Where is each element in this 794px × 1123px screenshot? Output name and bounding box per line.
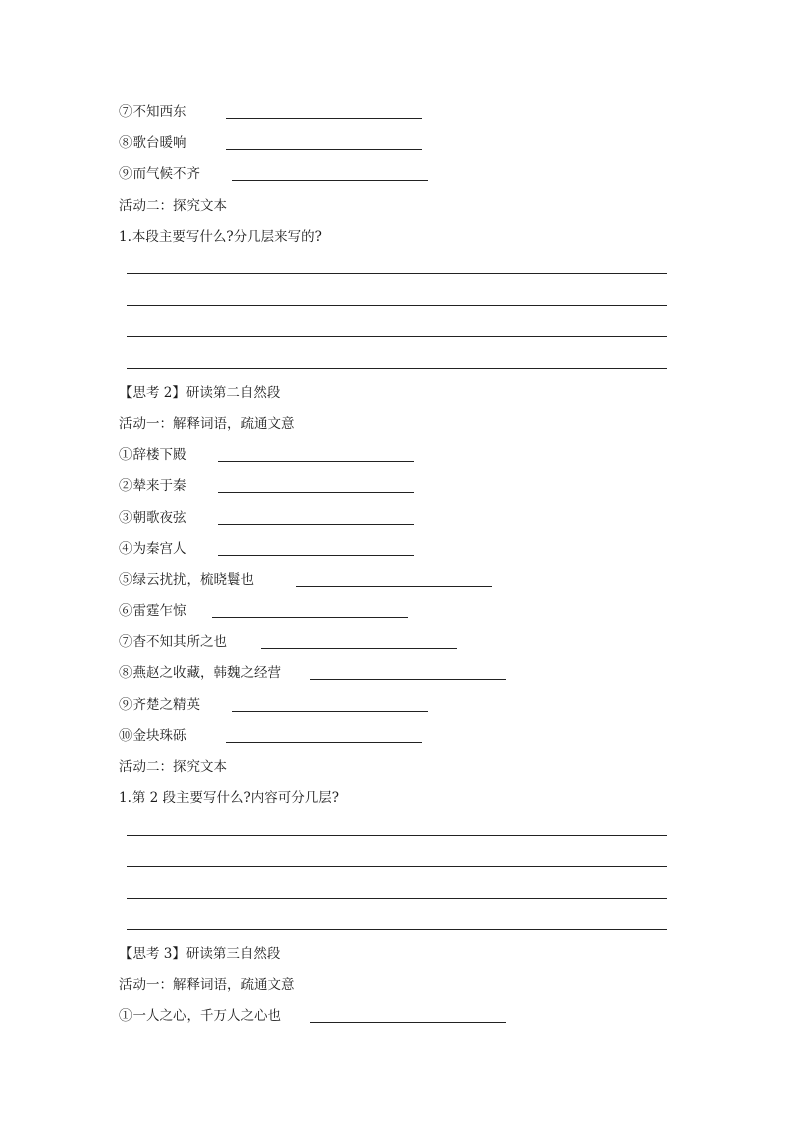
vocab-item: ⑨而气候不齐 (119, 166, 200, 182)
question-text: 1.第 2 段主要写什么?内容可分几层? (119, 790, 340, 806)
answer-blank[interactable] (310, 1022, 506, 1023)
activity-heading: 活动一：解释词语，疏通文意 (119, 416, 295, 432)
answer-blank[interactable] (226, 742, 422, 743)
answer-blank[interactable] (218, 524, 414, 525)
answer-line[interactable] (127, 305, 667, 306)
answer-blank[interactable] (218, 555, 414, 556)
activity-heading: 活动二：探究文本 (119, 759, 227, 775)
vocab-item: ⑩金块珠砾 (119, 728, 187, 744)
answer-blank[interactable] (232, 180, 428, 181)
answer-blank[interactable] (232, 711, 428, 712)
answer-blank[interactable] (310, 679, 506, 680)
answer-line[interactable] (127, 273, 667, 274)
activity-heading: 活动一：解释词语，疏通文意 (119, 977, 295, 993)
vocab-item: ⑦不知西东 (119, 104, 187, 120)
vocab-item: ⑦杳不知其所之也 (119, 634, 227, 650)
answer-line[interactable] (127, 336, 667, 337)
vocab-item: ①辞楼下殿 (119, 447, 187, 463)
answer-blank[interactable] (261, 648, 457, 649)
vocab-item: ⑥雷霆乍惊 (119, 603, 187, 619)
answer-blank[interactable] (218, 461, 414, 462)
answer-line[interactable] (127, 835, 667, 836)
answer-blank[interactable] (226, 118, 422, 119)
activity-heading: 活动二：探究文本 (119, 198, 227, 214)
section-heading: 【思考 2】研读第二自然段 (119, 385, 281, 401)
section-heading: 【思考 3】研读第三自然段 (119, 946, 281, 962)
answer-blank[interactable] (218, 492, 414, 493)
question-text: 1.本段主要写什么?分几层来写的? (119, 229, 322, 245)
vocab-item: ②辇来于秦 (119, 478, 187, 494)
answer-blank[interactable] (212, 617, 408, 618)
answer-line[interactable] (127, 368, 667, 369)
answer-line[interactable] (127, 898, 667, 899)
vocab-item: ⑨齐楚之精英 (119, 697, 200, 713)
answer-blank[interactable] (296, 586, 492, 587)
answer-blank[interactable] (226, 149, 422, 150)
vocab-item: ①一人之心，千万人之心也 (119, 1008, 281, 1024)
answer-line[interactable] (127, 866, 667, 867)
vocab-item: ③朝歌夜弦 (119, 510, 187, 526)
vocab-item: ⑧歌台暖响 (119, 135, 187, 151)
vocab-item: ⑧燕赵之收藏，韩魏之经营 (119, 665, 281, 681)
vocab-item: ④为秦宫人 (119, 541, 187, 557)
answer-line[interactable] (127, 929, 667, 930)
vocab-item: ⑤绿云扰扰，梳晓鬟也 (119, 572, 254, 588)
